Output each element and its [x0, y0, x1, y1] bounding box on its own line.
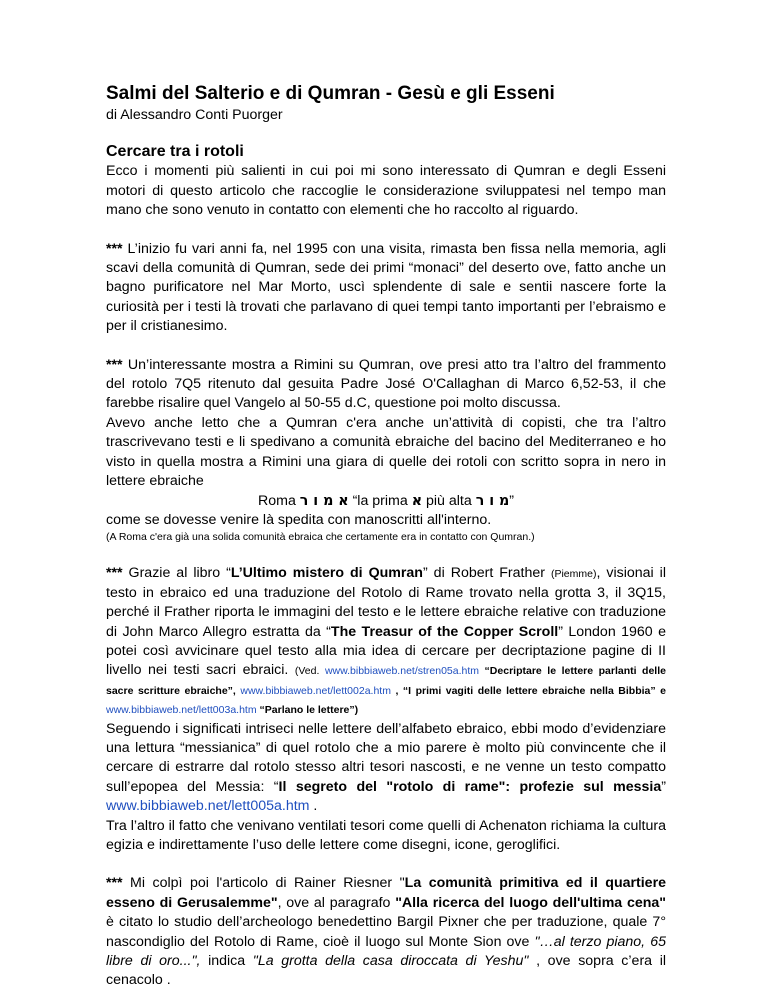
intro-paragraph: Ecco i momenti più salienti in cui poi mi sono interessato di Qumran e degli Esseni motori di questo articolo che raccoglie le considerazione sviluppatesi nel tempo man mano che sono venuto in contatto con elementi che ho raccolto al riguardo. — [106, 163, 666, 219]
paragraph-title: "Alla ricerca del luogo dell'ultima cena" — [395, 894, 667, 911]
book-title: L’Ultimo mistero di Qumran — [230, 565, 423, 582]
paragraph-messianica: Seguendo i significati intriseci nelle lettere dell’alfabeto ebraico, ebbi modo d’evidenziare una lettura “messianica” di quel rotolo che a mio parere è molto più convincente che il cercare di estrarre dal rotolo stesso altri tesori nascosti, e ne venne un testo compatto sull’epopea del Messia: “Il segreto del "rotolo di rame": profezie sul messia” www.bibbiaweb.net/lett005a.htm . — [106, 720, 666, 815]
note-roma: (A Roma c'era già una solida comunità ebraica che certamente era in contatto con Qumran.) — [106, 531, 535, 544]
page-title: Salmi del Salterio e di Qumran - Gesù e gli Esseni — [106, 83, 555, 104]
link-stren05a[interactable]: www.bibbiaweb.net/stren05a.htm — [324, 665, 480, 678]
author-line: di Alessandro Conti Puorger — [106, 107, 283, 123]
section-heading: Cercare tra i rotoli — [106, 143, 244, 161]
hebrew-aleph: א — [411, 492, 423, 509]
hebrew-roma: א מ ו ר — [299, 492, 349, 509]
paragraph-riesner: *** Mi colpì poi l'articolo di Rainer Riesner "La comunità primitiva ed il quartiere esseno di Gerusalemme", ove al paragrafo "Alla ricerca del luogo dell'ultima cena" è citato lo studio dell’archeologo benedettino Bargil Pixner che per traduzione, quale 7° nascondiglio del Rotolo di Rame, cioè il luogo sul Monte Sion ove "…al terzo piano, 65 libre di oro...", indica "La grotta della casa diroccata di Yeshu" , ove sopra c’era il cenacolo . — [106, 875, 667, 989]
stars-marker: *** — [106, 240, 123, 257]
paragraph-manoscritti: come se dovesse venire là spedita con manoscritti all'interno. — [106, 511, 492, 528]
stars-marker: *** — [106, 356, 123, 373]
paragraph-visit: *** L’inizio fu vari anni fa, nel 1995 con una visita, rimasta ben fissa nella memoria, agli scavi della comunità di Qumran, sede dei primi “monaci” del deserto ove, fatto anche un bagno purificatore nel Mar Morto, uscì splendente di sale e sentii nascere forte la curiosità per i testi là trovati che parlavano di quei tempi tanto importanti per l’ebraismo e per il cristianesimo. — [106, 240, 666, 335]
article-title: La comunità primitiva ed il quartiere esseno di Gerusalemme" — [106, 875, 666, 911]
bold-title-segreto: Il segreto del "rotolo di rame": profezie sul messia — [278, 778, 662, 795]
link-lett003a[interactable]: www.bibbiaweb.net/lett003a.htm — [106, 704, 257, 717]
roma-hebrew-line: Roma א מ ו ר “la prima א più alta מ ו ר” — [257, 492, 515, 509]
hebrew-rom: מ ו ר — [475, 492, 510, 509]
paragraph-frather: *** Grazie al libro “L’Ultimo mistero di Qumran” di Robert Frather (Piemme), visionai il testo in ebraico ed una traduzione del Rotolo di Rame trovato nella grotta 3, il 3Q15, perché il Frather riporta le immagini del testo e le lettere ebraiche relative con traduzione di John Marco Allegro estratta da “The Treasur of the Copper Scroll” London 1960 e potei così avvicinare quel testo alla mia idea di cercare per decriptazione pagine di II livello nei testi sacri ebraici. (Ved. www.bibbiaweb.net/stren05a.htm “Decriptare le lettere parlanti delle sacre scritture ebraiche”, www.bibbiaweb.net/lett002a.htm , “I primi vagiti delle lettere ebraiche nella Bibbia” e www.bibbiaweb.net/lett003a.htm “Parlano le lettere”) — [106, 565, 666, 717]
stars-marker: *** — [106, 875, 123, 892]
document-page — [106, 82, 666, 991]
references: (Ved. www.bibbiaweb.net/stren05a.htm “Decriptare le lettere parlanti delle sacre scritture ebraiche”, www.bibbiaweb.net/lett002a.htm , “I primi vagiti delle lettere ebraiche nella Bibbia” e www.bibbiaweb.net/lett003a.htm “Parlano le lettere”) — [106, 665, 666, 717]
link-lett002a[interactable]: www.bibbiaweb.net/lett002a.htm — [240, 684, 391, 697]
stars-marker: *** — [106, 565, 123, 582]
paragraph-copisti: Avevo anche letto che a Qumran c'era anche un’attività di copisti, che tra l’altro trascrivevano testi e li spedivano a comunità ebraiche del bacino del Mediterraneo e ho visto in quella mostra a Rimini una giara di quelle dei rotoli con scritto sopra in nero in lettere ebraiche — [106, 414, 666, 490]
paragraph-achenaton: Tra l’altro il fatto che venivano ventilati tesori come quelli di Achenaton richiama la cultura egizia e indirettamente l’uso delle lettere come disegni, icone, geroglifici. — [106, 817, 666, 853]
book-title-copper-scroll: The Treasur of the Copper Scroll — [330, 623, 559, 640]
paragraph-rimini: *** Un’interessante mostra a Rimini su Qumran, ove presi atto tra l’altro del frammento del rotolo 7Q5 ritenuto dal gesuita Padre José O'Callaghan di Marco 6,52-53, il che farebbe risalire quel Vangelo al 50-55 d.C, questione poi molto discussa. — [106, 356, 666, 412]
link-lett005a[interactable]: www.bibbiaweb.net/lett005a.htm — [106, 798, 310, 815]
